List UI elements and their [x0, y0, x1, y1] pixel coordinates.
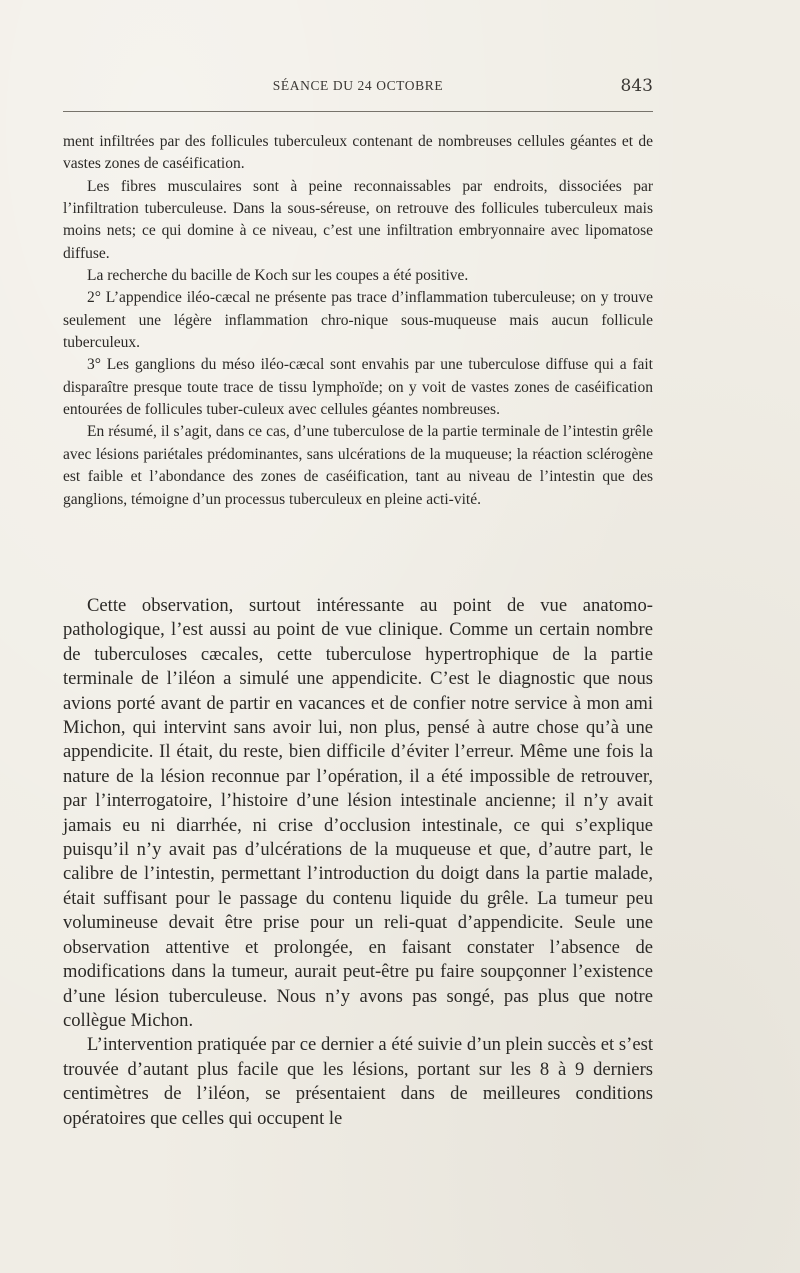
- main-paragraph-1: Cette observation, surtout intéressante au point de vue anatomo-pathologique, l’est aussi au point de vue clinique. Comme un certain nombre de tuberculoses cæcales, cette tuberculose hypertrophique de la partie terminale de l’iléon a simulé une appendicite. C’est le diagnostic que nous avions porté avant de partir en vacances et de confier notre service à mon ami Michon, qui intervint sans avoir lui, non plus, pensé à autre chose qu’à une appendicite. Il était, du reste, bien difficile d’éviter l’erreur. Même une fois la nature de la lésion reconnue par l’opération, il a été impossible de retrouver, par l’interrogatoire, l’histoire d’une lésion intestinale ancienne; il n’y avait jamais eu ni diarrhée, ni crise d’occlusion intestinale, ce qui s’explique puisqu’il n’y avait pas d’ulcérations de la muqueuse et que, d’autre part, le calibre de l’intestin, permettant l’introduction du doigt dans la partie malade, était suffisant pour le passage du contenu liquide du grêle. La tumeur peu volumineuse devait être prise pour un reli-quat d’appendicite. Seule une observation attentive et prolongée, en faisant constater l’absence de modifications dans la tumeur, aurait peut-être pu faire soupçonner l’existence d’une lésion tuberculeuse. Nous n’y avons pas songé, pas plus que notre collègue Michon.: [63, 595, 653, 1031]
- notes-paragraph-6: En résumé, il s’agit, dans ce cas, d’une tuberculose de la partie terminale de l’intestin grêle avec lésions pariétales prédominantes, sans ulcérations de la muqueuse; la réaction sclérogène est faible et l’abondance des zones de caséification, tant au niveau de l’intestin que des ganglions, témoigne d’un processus tuberculeux en pleine acti-vité.: [63, 423, 653, 508]
- running-title: SÉANCE DU 24 OCTOBRE: [272, 78, 444, 93]
- notes-paragraph-3: La recherche du bacille de Koch sur les coupes a été positive.: [87, 267, 469, 285]
- main-text: [63, 594, 653, 1131]
- notes-paragraph-2: Les fibres musculaires sont à peine reconnaissables par endroits, dissociées par l’infiltration tuberculeuse. Dans la sous-séreuse, on retrouve des follicules tuberculeux mais moins nets; ce qui domine à ce niveau, c’est une infiltration embryonnaire avec lipomatose diffuse.: [63, 177, 653, 262]
- header-rule: [63, 111, 653, 112]
- page-number: 843: [620, 76, 653, 96]
- small-print-notes: [63, 131, 653, 511]
- main-paragraph-2: L’intervention pratiquée par ce dernier a été suivie d’un plein succès et s’est trouvée d’autant plus facile que les lésions, portant sur les 8 à 9 derniers centimètres de l’iléon, se présentaient dans de meilleures conditions opératoires que celles qui occupent le: [63, 1034, 653, 1129]
- page-header: [63, 76, 653, 100]
- notes-paragraph-5: 3° Les ganglions du méso iléo-cæcal sont envahis par une tuberculose diffuse qui a fait disparaître presque toute trace de tissu lymphoïde; on y voit de vastes zones de caséification entourées de follicules tuber-culeux avec cellules géantes nombreuses.: [63, 356, 653, 419]
- notes-paragraph-1: ment infiltrées par des follicules tuberculeux contenant de nombreuses cellules géantes et de vastes zones de caséification.: [63, 133, 653, 173]
- notes-paragraph-4: 2° L’appendice iléo-cæcal ne présente pas trace d’inflammation tuberculeuse; on y trouve seulement une légère inflammation chro-nique sous-muqueuse mais aucun follicule tuberculeux.: [63, 289, 653, 352]
